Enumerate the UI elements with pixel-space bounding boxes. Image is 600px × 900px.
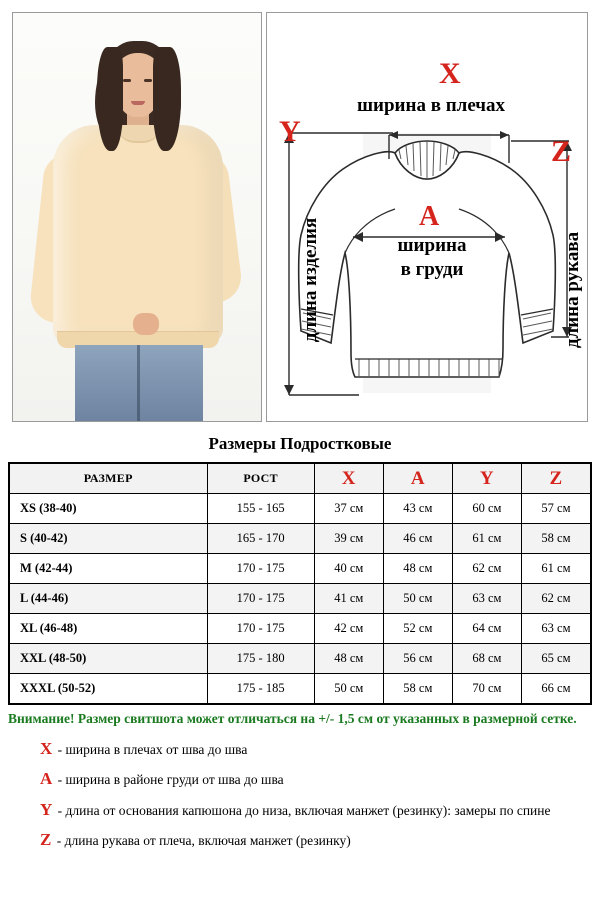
legend-item	[40, 767, 592, 792]
th-a: A	[383, 464, 452, 494]
top-images-row	[0, 0, 600, 422]
model-mouth	[131, 101, 145, 105]
diagram-label-a-text-line2: в груди	[400, 259, 464, 280]
cell-size: M (42-44)	[10, 554, 208, 584]
cell-a: 52 см	[383, 614, 452, 644]
diagram-label-x-text: ширина в плечах	[357, 95, 505, 116]
cell-a: 46 см	[383, 524, 452, 554]
cell-y: 61 см	[452, 524, 521, 554]
cell-a: 56 см	[383, 644, 452, 674]
cell-a: 43 см	[383, 494, 452, 524]
cell-y: 63 см	[452, 584, 521, 614]
cell-z: 66 см	[521, 674, 590, 704]
diagram-label-a-text-line1: ширина	[397, 235, 467, 256]
th-height: РОСТ	[207, 464, 314, 494]
table-row	[10, 674, 591, 704]
cell-height: 155 - 165	[207, 494, 314, 524]
cell-size: XL (46-48)	[10, 614, 208, 644]
diagram-label-y-text: длина изделия	[300, 217, 321, 343]
table-row	[10, 584, 591, 614]
cell-height: 170 - 175	[207, 554, 314, 584]
model-hand	[133, 313, 159, 335]
diagram-label-y-letter: Y	[279, 115, 301, 148]
model-eye-left	[123, 79, 131, 82]
diagram-label-z-text: длина рукава	[562, 231, 583, 349]
legend-glyph-x: X	[40, 738, 53, 758]
legend-glyph-a: A	[40, 769, 53, 789]
cell-z: 58 см	[521, 524, 590, 554]
th-x: X	[314, 464, 383, 494]
model-jeans	[75, 345, 203, 422]
legend-text-x: - ширина в плечах от шва до шва	[57, 741, 248, 757]
model-hair-left	[97, 47, 123, 151]
cell-height: 175 - 185	[207, 674, 314, 704]
cell-y: 70 см	[452, 674, 521, 704]
table-row	[10, 644, 591, 674]
th-z: Z	[521, 464, 590, 494]
product-photo-panel	[12, 12, 262, 422]
diagram-label-z-letter: Z	[551, 135, 572, 168]
cell-height: 175 - 180	[207, 644, 314, 674]
legend-item	[40, 798, 592, 823]
cell-z: 63 см	[521, 614, 590, 644]
size-table-wrapper	[8, 462, 592, 705]
cell-a: 58 см	[383, 674, 452, 704]
table-row	[10, 614, 591, 644]
cell-y: 64 см	[452, 614, 521, 644]
cell-x: 50 см	[314, 674, 383, 704]
cell-x: 37 см	[314, 494, 383, 524]
table-row	[10, 494, 591, 524]
cell-height: 170 - 175	[207, 584, 314, 614]
legend-text-a: - ширина в районе груди от шва до шва	[57, 772, 284, 788]
cell-size: S (40-42)	[10, 524, 208, 554]
cell-x: 39 см	[314, 524, 383, 554]
measurement-diagram-panel	[266, 12, 588, 422]
table-title: Размеры Подростковые	[208, 434, 392, 453]
model-eye-right	[144, 79, 152, 82]
cell-size: L (44-46)	[10, 584, 208, 614]
th-size: РАЗМЕР	[10, 464, 208, 494]
cell-size: XXL (48-50)	[10, 644, 208, 674]
cell-y: 60 см	[452, 494, 521, 524]
warning-note: Внимание! Размер свитшота может отличаться на +/- 1,5 см от указанных в размерной сетке.	[8, 711, 577, 726]
cell-x: 42 см	[314, 614, 383, 644]
legend-item	[40, 737, 592, 762]
model-sweatshirt-body	[53, 125, 223, 343]
cell-z: 61 см	[521, 554, 590, 584]
diagram-label-x-letter: X	[439, 57, 461, 90]
diagram-label-a-letter: A	[419, 201, 440, 232]
table-row	[10, 524, 591, 554]
legend-text-z: - длина рукава от плеча, включая манжет (резинку)	[56, 833, 351, 849]
cell-height: 170 - 175	[207, 614, 314, 644]
cell-height: 165 - 170	[207, 524, 314, 554]
cell-size: XS (38-40)	[10, 494, 208, 524]
cell-x: 41 см	[314, 584, 383, 614]
model-hair-right	[153, 47, 181, 151]
legend-list	[0, 737, 600, 854]
cell-y: 62 см	[452, 554, 521, 584]
cell-x: 48 см	[314, 644, 383, 674]
cell-z: 57 см	[521, 494, 590, 524]
cell-a: 50 см	[383, 584, 452, 614]
cell-z: 65 см	[521, 644, 590, 674]
cell-y: 68 см	[452, 644, 521, 674]
cell-z: 62 см	[521, 584, 590, 614]
th-y: Y	[452, 464, 521, 494]
size-table	[9, 463, 591, 704]
cell-x: 40 см	[314, 554, 383, 584]
cell-size: XXXL (50-52)	[10, 674, 208, 704]
table-header-row	[10, 464, 591, 494]
legend-text-y: - длина от основания капюшона до низа, включая манжет (резинку): замеры по спине	[57, 802, 551, 818]
legend-item	[40, 828, 592, 853]
legend-glyph-z: Z	[40, 830, 52, 850]
legend-glyph-y: Y	[40, 799, 53, 819]
cell-a: 48 см	[383, 554, 452, 584]
table-row	[10, 554, 591, 584]
